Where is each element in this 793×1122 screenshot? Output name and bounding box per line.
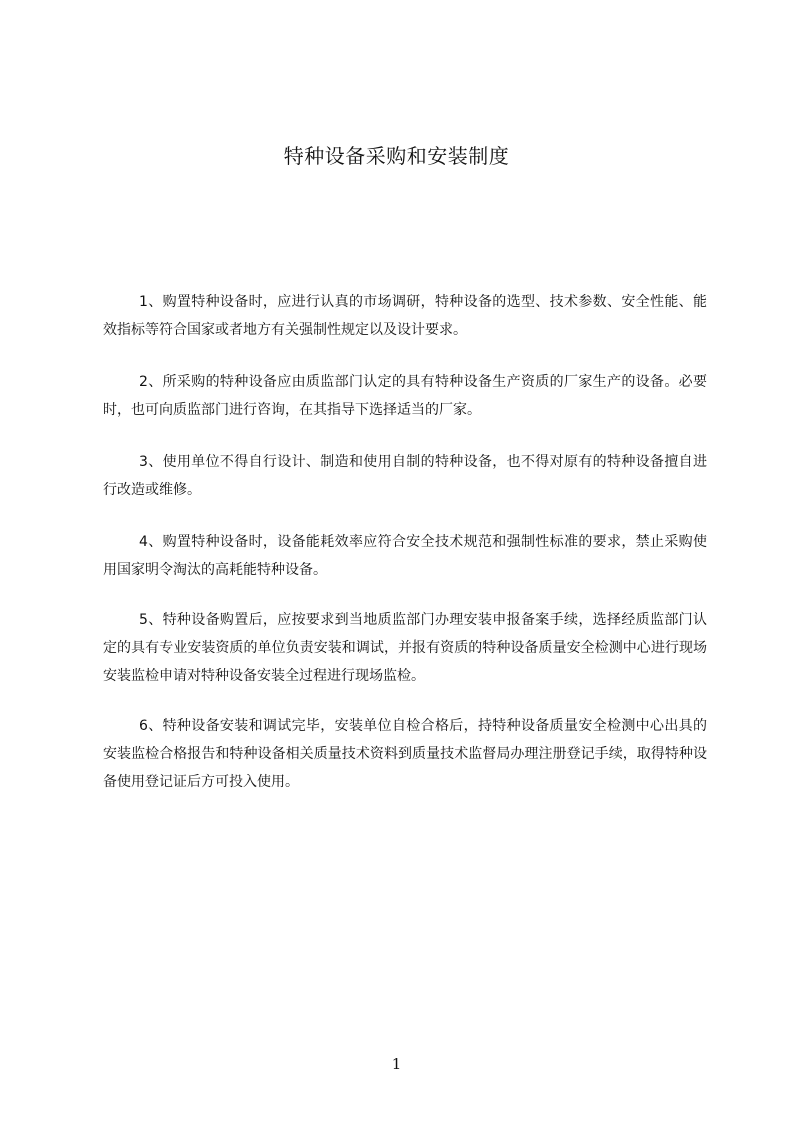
paragraph-6: 6、特种设备安装和调试完毕，安装单位自检合格后，持特种设备质量安全检测中心出具的安装监检合格报告和特种设备相关质量技术资料到质量技术监督局办理注册登记手续，取得特种设备使用登记证后方可投入使用。 (103, 718, 707, 790)
paragraph-4: 4、购置特种设备时，设备能耗效率应符合安全技术规范和强制性标准的要求，禁止采购使用国家明令淘汰的高耗能特种设备。 (103, 534, 707, 578)
paragraph-5: 5、特种设备购置后，应按要求到当地质监部门办理安装申报备案手续，选择经质监部门认定的具有专业安装资质的单位负责安装和调试，并报有资质的特种设备质量安全检测中心进行现场安装监检申请对特种设备安装全过程进行现场监检。 (103, 612, 707, 684)
paragraph-3: 3、使用单位不得自行设计、制造和使用自制的特种设备，也不得对原有的特种设备擅自进行改造或维修。 (103, 454, 707, 498)
document-title: 特种设备采购和安装制度 (283, 144, 510, 168)
paragraph-2: 2、所采购的特种设备应由质监部门认定的具有特种设备生产资质的厂家生产的设备。必要时，也可向质监部门进行咨询，在其指导下选择适当的厂家。 (103, 374, 707, 418)
page-number: 1 (391, 1055, 402, 1073)
paragraph-1: 1、购置特种设备时，应进行认真的市场调研，特种设备的选型、技术参数、安全性能、能效指标等符合国家或者地方有关强制性规定以及设计要求。 (103, 294, 707, 338)
